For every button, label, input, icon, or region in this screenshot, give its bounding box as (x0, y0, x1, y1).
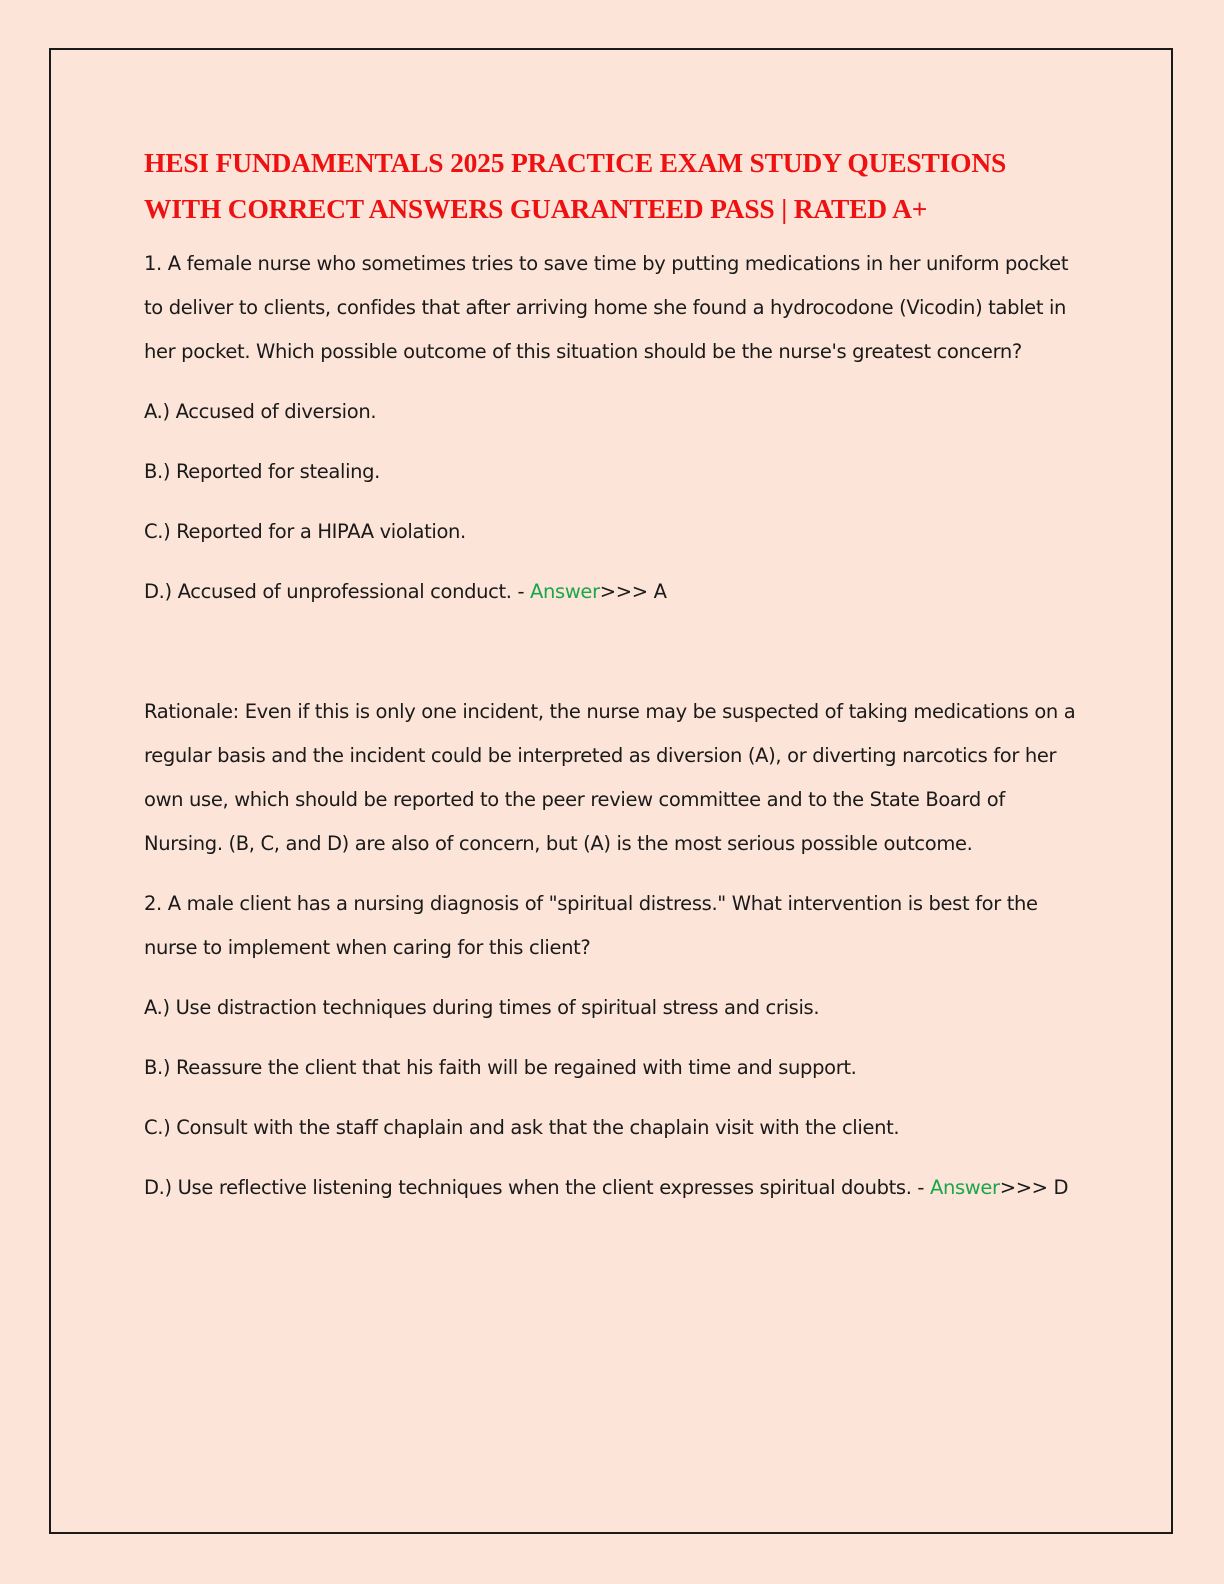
question-2-answer-label: Answer (929, 1176, 1000, 1199)
question-1-answer-value: >>> A (599, 580, 667, 603)
question-2-option-a: A.) Use distraction techniques during times of spiritual stress and crisis. (144, 996, 820, 1019)
document-content (144, 140, 1084, 1226)
question-1-text: 1. A female nurse who sometimes tries to save time by putting medications in her uniform pocket to deliver to clients, confides that after arriving home she found a hydrocodone (Vicodin) tablet in her pocket. Which possible outcome of this situation should be the nurse's greatest concern? (144, 252, 1069, 363)
title-line-2: WITH CORRECT ANSWERS GUARANTEED PASS | RATED A+ (144, 193, 928, 224)
question-2-option-c: C.) Consult with the staff chaplain and ask that the chaplain visit with the client. (144, 1116, 900, 1139)
question-2-text: 2. A male client has a nursing diagnosis of "spiritual distress." What intervention is best for the nurse to implement when caring for this client? (144, 892, 1038, 959)
document-title (144, 140, 1084, 232)
question-2-option-b: B.) Reassure the client that his faith will be regained with time and support. (144, 1056, 857, 1079)
question-2-answer-value: >>> D (999, 1176, 1069, 1199)
question-1-option-a: A.) Accused of diversion. (144, 400, 377, 423)
question-1-answer-label: Answer (530, 580, 600, 603)
question-2-option-d (144, 1166, 1084, 1210)
question-1-rationale: Rationale: Even if this is only one incident, the nurse may be suspected of taking medications on a regular basis and the incident could be interpreted as diversion (A), or diverting narcotics for her own use, which should be reported to the peer review committee and to the State Board of Nursing. (B, C, and D) are also of concern, but (A) is the most serious possible outcome. (144, 700, 1076, 855)
question-1-option-d-text: D.) Accused of unprofessional conduct. - (144, 580, 531, 603)
spacer (144, 630, 1084, 690)
question-2-option-d-text: D.) Use reflective listening techniques when the client expresses spiritual doubts. - (144, 1176, 930, 1199)
title-line-1: HESI FUNDAMENTALS 2025 PRACTICE EXAM STUDY QUESTIONS (144, 147, 1007, 178)
question-1-option-c: C.) Reported for a HIPAA violation. (144, 520, 466, 543)
question-1-option-b: B.) Reported for stealing. (144, 460, 381, 483)
question-1-option-d (144, 570, 1084, 614)
